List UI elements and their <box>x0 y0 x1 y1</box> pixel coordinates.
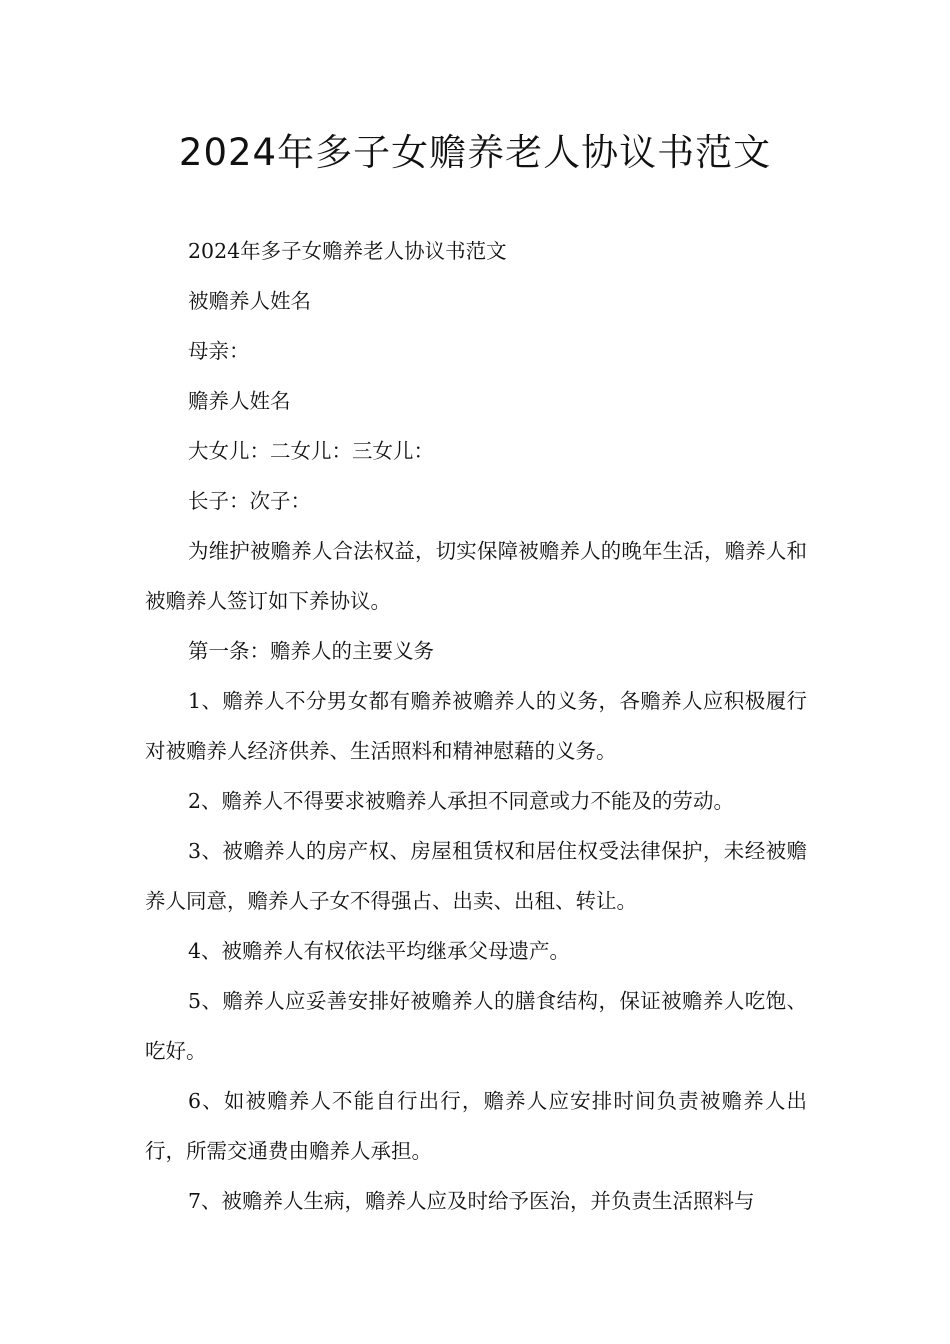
paragraph-clause-6: 6、如被赡养人不能自行出行，赡养人应安排时间负责被赡养人出行，所需交通费由赡养人承担。 <box>145 1089 807 1163</box>
paragraph-clause-2: 2、赡养人不得要求被赡养人承担不同意或力不能及的劳动。 <box>188 789 735 813</box>
document-body <box>145 226 807 1226</box>
paragraph-preamble: 为维护被赡养人合法权益，切实保障被赡养人的晚年生活，赡养人和被赡养人签订如下养协议。 <box>145 539 807 613</box>
paragraph-heading-repeat: 2024年多子女赡养老人协议书范文 <box>188 239 507 263</box>
paragraph-clause-4: 4、被赡养人有权依法平均继承父母遗产。 <box>188 939 571 963</box>
paragraph-mother: 母亲： <box>188 339 250 363</box>
paragraph-supporter-name-label: 赡养人姓名 <box>188 389 291 413</box>
paragraph-clause-5: 5、赡养人应妥善安排好被赡养人的膳食结构，保证被赡养人吃饱、吃好。 <box>145 989 807 1063</box>
paragraph-article-1-heading: 第一条：赡养人的主要义务 <box>188 639 434 663</box>
document-title: 2024年多子女赡养老人协议书范文 <box>178 131 772 174</box>
paragraph-clause-7: 7、被赡养人生病，赡养人应及时给予医治，并负责生活照料与 <box>188 1189 755 1213</box>
paragraph-clause-1: 1、赡养人不分男女都有赡养被赡养人的义务，各赡养人应积极履行对被赡养人经济供养、生活照料和精神慰藉的义务。 <box>145 689 807 763</box>
paragraph-daughters: 大女儿：二女儿：三女儿： <box>188 439 434 463</box>
paragraph-clause-3: 3、被赡养人的房产权、房屋租赁权和居住权受法律保护，未经被赡养人同意，赡养人子女不得强占、出卖、出租、转让。 <box>145 839 807 913</box>
paragraph-dependent-name-label: 被赡养人姓名 <box>188 289 311 313</box>
paragraph-sons: 长子：次子： <box>188 489 311 513</box>
